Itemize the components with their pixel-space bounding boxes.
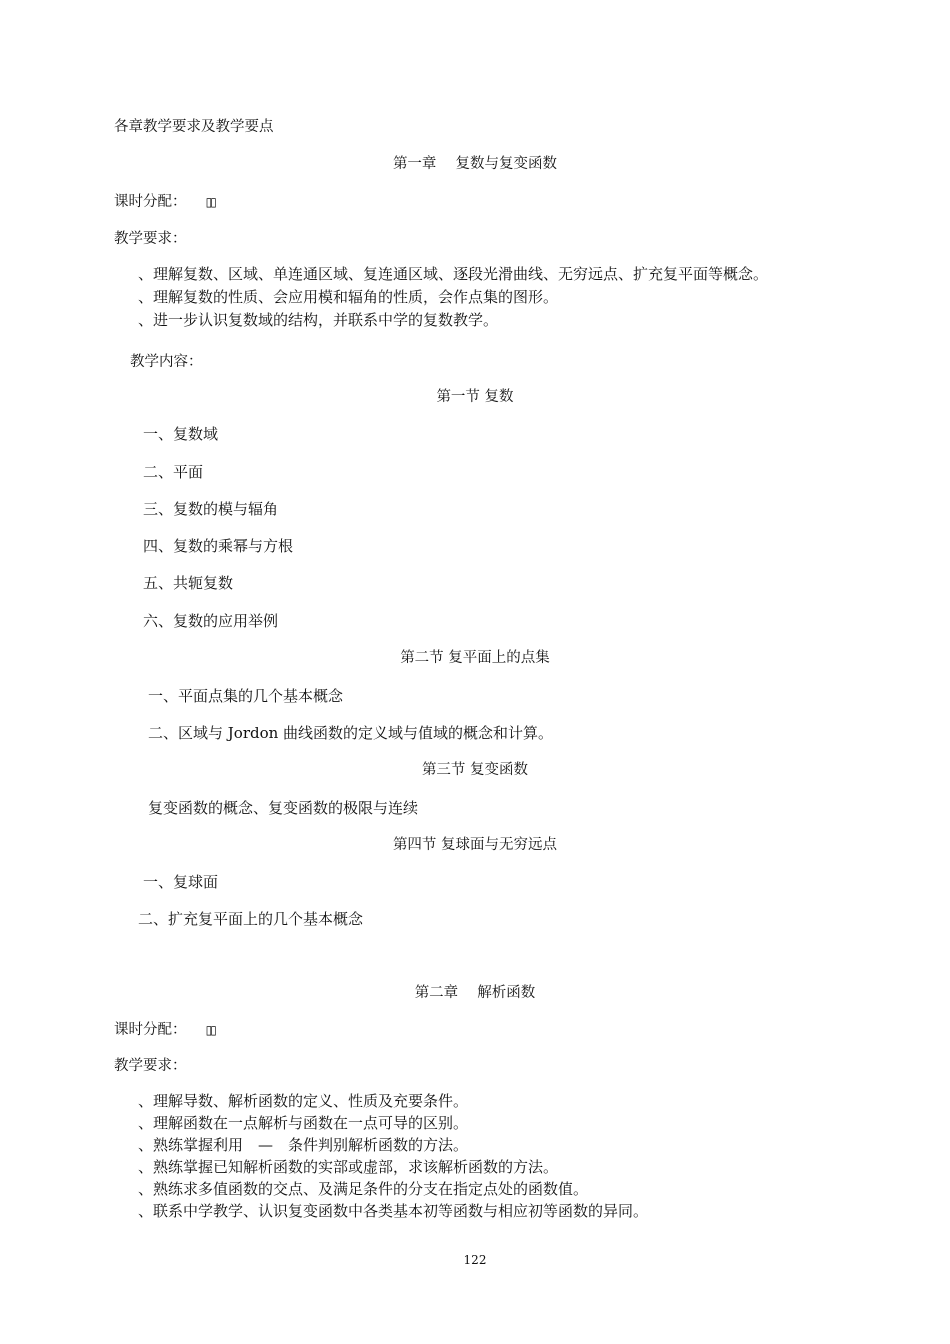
section1-title: 第一节 复数: [436, 389, 514, 405]
chapter2-requirements-label: 教学要求：: [114, 1058, 187, 1074]
page-number: 122: [463, 1253, 487, 1267]
section1-item: 三、复数的模与辐角: [143, 500, 279, 518]
section1-item: 二、平面: [143, 463, 204, 481]
hours-value: ▯▯: [205, 195, 215, 209]
chapter2-requirement: 、理解函数在一点解析与函数在一点可导的区别。: [138, 1114, 469, 1132]
section4-item: 二、扩充复平面上的几个基本概念: [138, 910, 364, 928]
chapter1-content-label: 教学内容：: [130, 354, 203, 370]
section1-item: 四、复数的乘幂与方根: [143, 537, 294, 555]
chapter2-requirement: 、联系中学教学、认识复变函数中各类基本初等函数与相应初等函数的异同。: [138, 1202, 649, 1220]
chapter1-hours: [114, 191, 215, 212]
section3-item: 复变函数的概念、复变函数的极限与连续: [148, 799, 419, 817]
section3-title: 第三节 复变函数: [421, 762, 529, 778]
section4-item: 一、复球面: [143, 873, 219, 891]
section1-item: 六、复数的应用举例: [143, 612, 279, 630]
chapter1-requirements-label: 教学要求：: [114, 231, 187, 247]
section2-title: 第二节 复平面上的点集: [400, 650, 550, 666]
chapter1-requirement: 、进一步认识复数域的结构，并联系中学的复数教学。: [138, 311, 499, 329]
chapter1-requirement: 、理解复数、区域、单连通区域、复连通区域、逐段光滑曲线、无穷远点、扩充复平面等概念。: [138, 265, 769, 283]
chapter2-requirement: 、理解导数、解析函数的定义、性质及充要条件。: [138, 1092, 469, 1110]
chapter2-requirement: 、熟练掌握利用 — 条件判别解析函数的方法。: [138, 1136, 469, 1154]
chapter2-requirement: 、熟练掌握已知解析函数的实部或虚部，求该解析函数的方法。: [138, 1158, 559, 1176]
hours-value: ▯▯: [205, 1023, 215, 1037]
chapter2-requirement: 、熟练求多值函数的交点、及满足条件的分支在指定点处的函数值。: [138, 1180, 589, 1198]
section2-item: 二、区域与 Jordon 曲线函数的定义域与值域的概念和计算。: [148, 724, 554, 742]
chapter1-requirement: 、理解复数的性质、会应用模和辐角的性质，会作点集的图形。: [138, 288, 559, 306]
hours-label: 课时分配：: [114, 1022, 187, 1038]
document-title: 各章教学要求及教学要点: [114, 119, 274, 135]
section4-title: 第四节 复球面与无穷远点: [392, 837, 558, 853]
section1-item: 五、共轭复数: [143, 574, 234, 592]
chapter2-title: 第二章 解析函数: [414, 985, 536, 1001]
section1-item: 一、复数域: [143, 425, 219, 443]
hours-label: 课时分配：: [114, 194, 187, 210]
section2-item: 一、平面点集的几个基本概念: [148, 687, 344, 705]
chapter1-title: 第一章 复数与复变函数: [392, 156, 558, 172]
chapter2-hours: [114, 1019, 215, 1040]
